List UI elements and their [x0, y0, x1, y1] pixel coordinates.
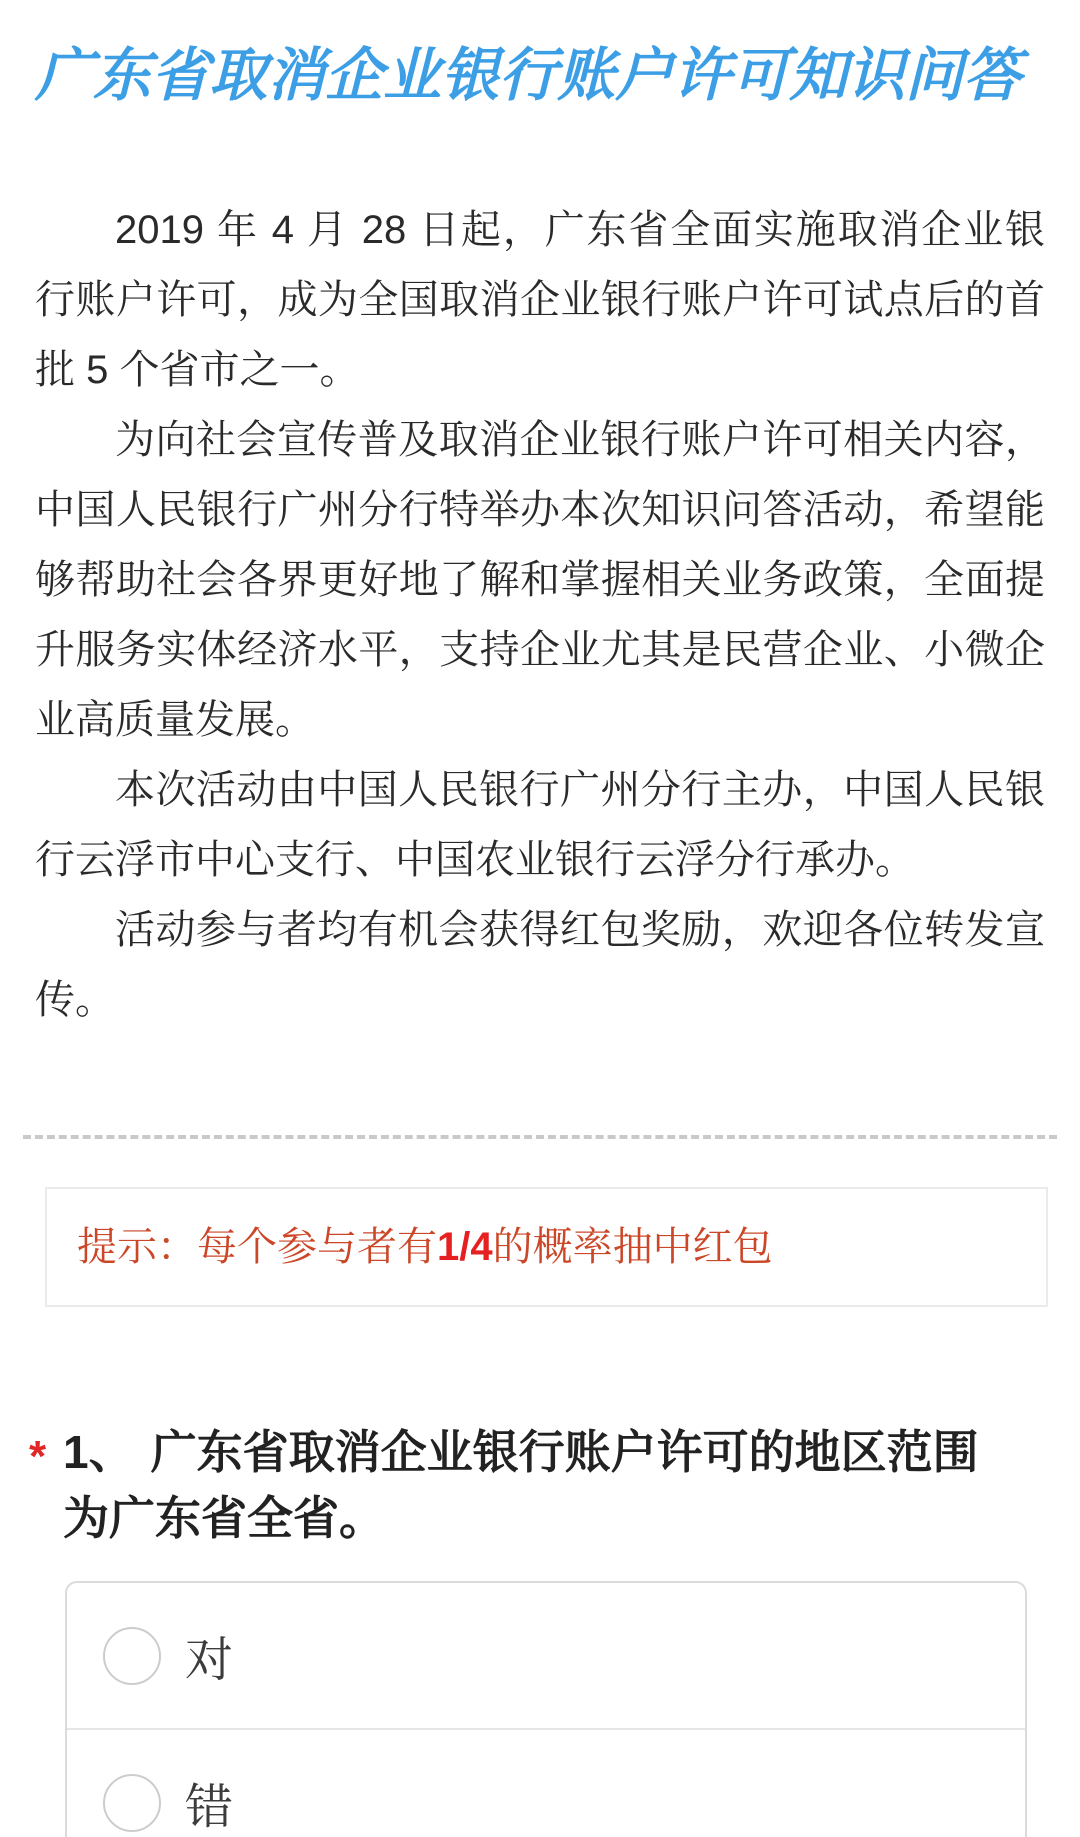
question-1 — [29, 1419, 1003, 1551]
intro-paragraph-3: 本次活动由中国人民银行广州分行主办，中国人民银行云浮市中心支行、中国农业银行云浮分行承办。 — [35, 768, 1045, 882]
radio-unchecked-icon[interactable] — [103, 1627, 161, 1685]
tip-text-suffix: 的概率抽中红包 — [492, 1225, 773, 1269]
intro-paragraph-4: 活动参与者均有机会获得红包奖励，欢迎各位转发宣传。 — [35, 908, 1045, 1022]
intro-paragraph-2: 为向社会宣传普及取消企业银行账户许可相关内容，中国人民银行广州分行特举办本次知识问答活动，希望能够帮助社会各界更好地了解和掌握相关业务政策，全面提升服务实体经济水平，支持企业尤其是民营企业、小微企业高质量发展。 — [35, 418, 1045, 742]
tip-probability-value: 1/4 — [437, 1225, 493, 1269]
question-1-options-group — [65, 1581, 1027, 1837]
option-label-true[interactable]: 对 — [185, 1634, 234, 1687]
intro-section — [35, 195, 1045, 1035]
intro-paragraph-1: 2019 年 4 月 28 日起，广东省全面实施取消企业银行账户许可，成为全国取消企业银行账户许可试点后的首批 5 个省市之一。 — [35, 208, 1045, 392]
option-label-false[interactable]: 错 — [185, 1781, 234, 1834]
required-asterisk: * — [29, 1432, 47, 1481]
tip-box — [45, 1187, 1048, 1307]
dashed-divider — [23, 1135, 1057, 1139]
tip-text-prefix: 提示：每个参与者有 — [77, 1225, 437, 1269]
question-text: 广东省取消企业银行账户许可的地区范围为广东省全省。 — [63, 1426, 979, 1544]
radio-unchecked-icon[interactable] — [103, 1774, 161, 1832]
page-title: 广东省取消企业银行账户许可知识问答 — [35, 43, 1022, 108]
option-row-true[interactable] — [67, 1583, 1025, 1728]
question-number: 1、 — [63, 1426, 135, 1478]
option-row-false[interactable] — [67, 1728, 1025, 1837]
